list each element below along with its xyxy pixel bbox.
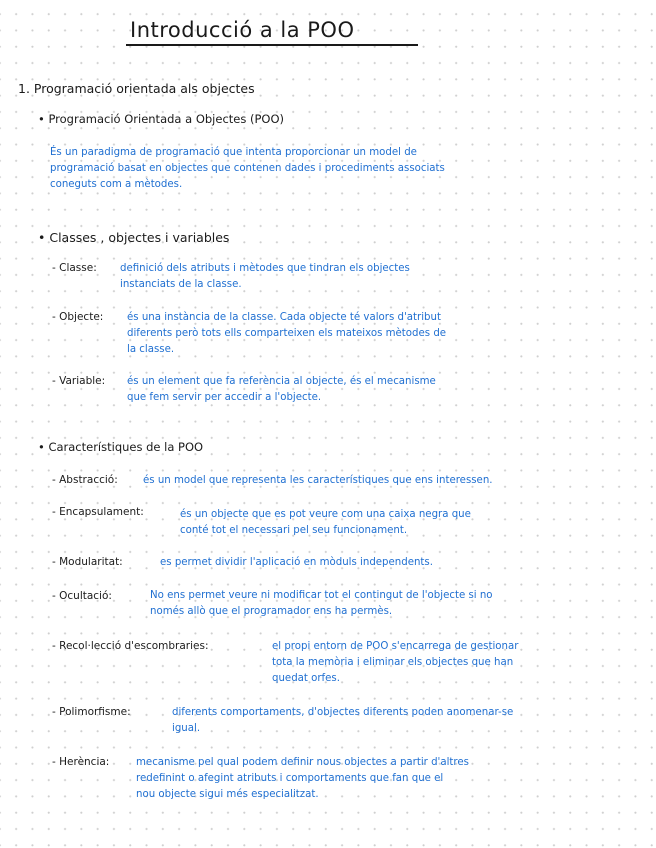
term-classe: - Classe: [52,262,97,274]
term-polimorfisme: - Polimorfisme: [52,706,131,718]
term-objecte: - Objecte: [52,311,104,323]
poo-definition-line: programació basat en objectes que contenen dades i procediments associats [50,163,445,174]
section-heading: 1. Programació orientada als objectes [18,81,255,96]
definition-line: quedat orfes. [272,673,340,684]
term-encapsulament: - Encapsulament: [52,506,144,518]
definition-line: que fem servir per accedir a l'objecte. [127,392,322,403]
page-title: Introducció a la POO [130,18,355,42]
definition-line: conté tot el necessari pel seu funcionament. [180,525,408,536]
term-herencia: - Herència: [52,756,110,768]
features-heading: • Característiques de la POO [38,440,204,454]
term-modularitat: - Modularitat: [52,556,123,568]
term-variable: - Variable: [52,375,106,387]
definition-line: el propi entorn de POO s'encarrega de gestionar [272,641,519,652]
title-underline [126,44,418,46]
term-abstraccio: - Abstracció: [52,474,118,486]
poo-definition-line: És un paradigma de programació que intenta proporcionar un model de [50,147,417,158]
definition-line: diferents comportaments, d'objectes diferents poden anomenar-se [172,707,514,718]
definition-line: és un objecte que es pot veure com una caixa negra que [180,509,471,520]
definition-line: igual. [172,723,201,734]
term-ocultacio: - Ocultació: [52,590,112,602]
classes-heading: • Classes , objectes i variables [38,230,230,245]
definition-line: diferents però tots ells comparteixen els mateixos mètodes de [127,328,447,339]
definition-line: és un model que representa les característiques que ens interessen. [143,475,493,486]
definition-line: només allò que el programador ens ha permès. [150,606,393,617]
poo-heading: • Programació Orientada a Objectes (POO) [38,112,285,126]
definition-line: la classe. [127,344,175,355]
definition-line: és una instància de la classe. Cada objecte té valors d'atribut [127,312,441,323]
definition-line: es permet dividir l'aplicació en mòduls independents. [160,557,433,568]
definition-line: tota la memòria i eliminar els objectes que han [272,657,514,668]
definition-line: mecanisme pel qual podem definir nous objectes a partir d'altres [136,757,469,768]
definition-line: nou objecte sigui més especialitzat. [136,789,319,800]
definition-line: és un element que fa referència al objecte, és el mecanisme [127,376,436,387]
definition-line: instanciats de la classe. [120,279,242,290]
definition-line: No ens permet veure ni modificar tot el contingut de l'objecte si no [150,590,493,601]
poo-definition-line: coneguts com a mètodes. [50,179,183,190]
definition-line: definició dels atributs i mètodes que tindran els objectes [120,263,410,274]
definition-line: redefinint o afegint atributs i comportaments que fan que el [136,773,444,784]
term-recoleccio: - Recol·lecció d'escombraries: [52,640,209,652]
